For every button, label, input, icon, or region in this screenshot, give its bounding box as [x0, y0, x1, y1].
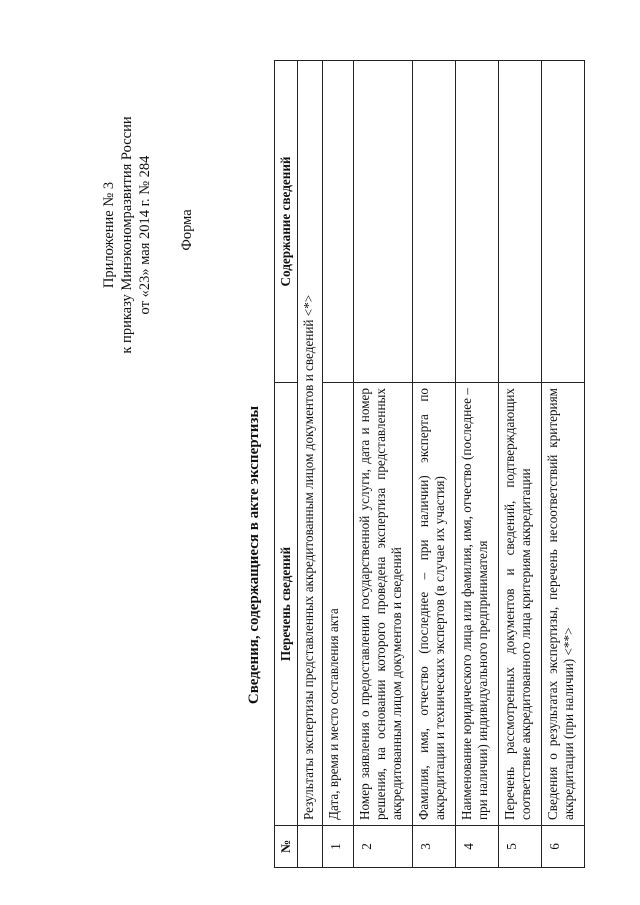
table-row: [499, 61, 542, 868]
document-title: Сведения, содержащиеся в акте экспертизы: [246, 405, 262, 705]
row-number: 1: [323, 826, 354, 868]
section-header-row: [298, 61, 323, 868]
table-header-row: [275, 61, 298, 868]
row-content-cell: [413, 61, 456, 383]
table-row: [354, 61, 413, 868]
column-header-content: Содержание сведений: [275, 61, 298, 383]
row-number: 2: [354, 826, 413, 868]
row-content-cell: [542, 61, 585, 383]
table-row: [323, 61, 354, 868]
row-text: Сведения о результатах экспертизы, перечень несоответствий критериям аккредитации (при наличии) <**>: [542, 383, 585, 826]
form-label: Форма: [179, 209, 195, 251]
row-text: Номер заявления о предоставлении государственной услуги, дата и номер решения, на основании которого проведена экспертиза представленных аккредитованным лицом документов и сведений: [354, 383, 413, 826]
row-text: Перечень рассмотренных документов и сведений, подтверждающих соответствие аккредитованного лица критериям аккредитации: [499, 383, 542, 826]
row-content-cell: [499, 61, 542, 383]
table-row: [542, 61, 585, 868]
appendix-header: [100, 85, 154, 385]
appendix-number: Приложение № 3: [101, 181, 117, 289]
row-number: 6: [542, 826, 585, 868]
section-header: Результаты экспертизы представленных аккредитованным лицом документов и сведений <*>: [298, 61, 323, 826]
row-text: Фамилия, имя, отчество (последнее – при наличии) эксперта по аккредитации и технических экспертов (в случае их участия): [413, 383, 456, 826]
appendix-date: от «23» мая 2014 г. № 284: [137, 155, 153, 315]
appendix-order: к приказу Минэкономразвития России: [119, 116, 135, 354]
row-text: Наименование юридического лица или фамилия, имя, отчество (последнее – при наличии) индивидуального предпринимателя: [456, 383, 499, 826]
row-number: 5: [499, 826, 542, 868]
row-content-cell: [323, 61, 354, 383]
row-content-cell: [354, 61, 413, 383]
row-content-cell: [456, 61, 499, 383]
row-number: 4: [456, 826, 499, 868]
column-header-number: №: [275, 826, 298, 868]
row-text: Дата, время и место составления акта: [323, 383, 354, 826]
table-row: [413, 61, 456, 868]
column-header-list: Перечень сведений: [275, 383, 298, 826]
table-row: [456, 61, 499, 868]
info-table: [274, 60, 585, 868]
row-number: 3: [413, 826, 456, 868]
